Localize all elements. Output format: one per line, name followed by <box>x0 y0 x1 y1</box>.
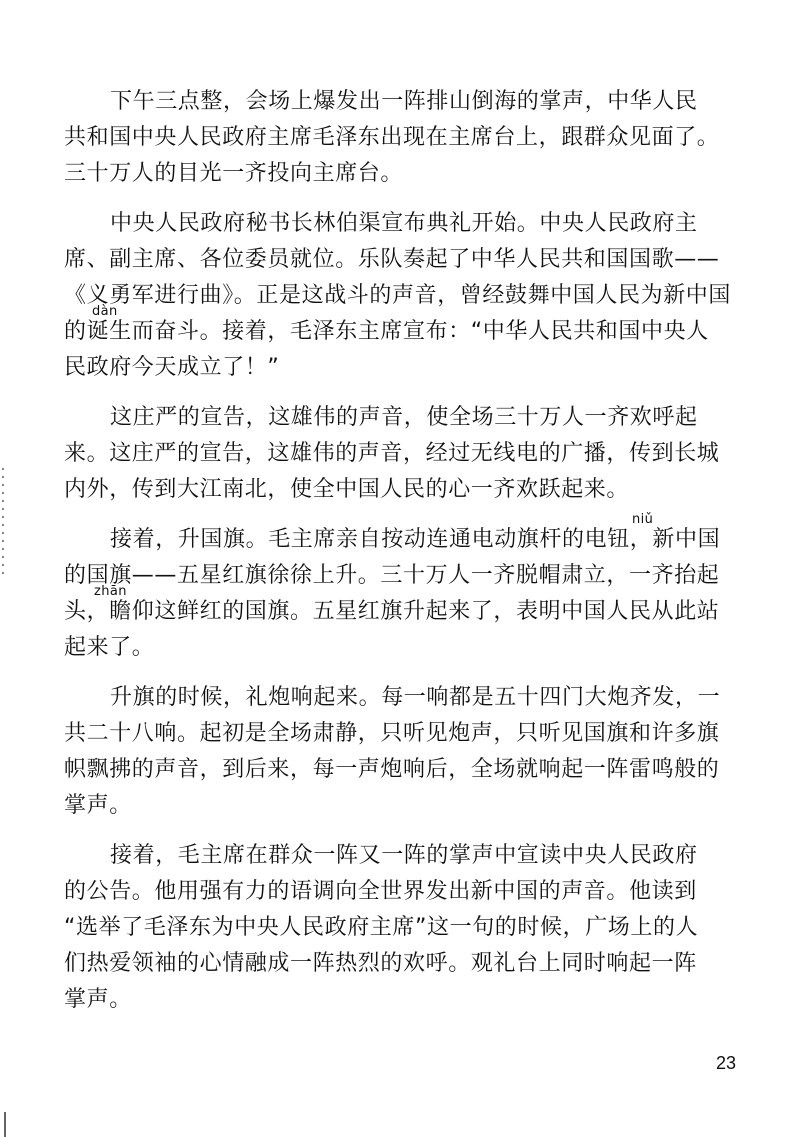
text-line: 掌声。 <box>64 793 132 818</box>
paragraph-3 <box>64 400 742 508</box>
text-line: 这庄严的宣告，这雄伟的声音，使全场三十万人一齐欢呼起 <box>110 405 698 430</box>
text-line: 头，瞻仰这鲜红的国旗。五星红旗升起来了，表明中国人民从此站 <box>64 599 720 624</box>
text-line: 的诞生而奋斗。接着，毛泽东主席宣布：“中华人民共和国中央人 <box>64 319 709 344</box>
text-line: 帜飘拂的声音，到后来，每一声炮响后，全场就响起一阵雷鸣般的 <box>64 757 720 782</box>
paragraph-6 <box>64 838 742 1018</box>
paragraph-1 <box>64 84 742 192</box>
text-line-with-pinyin <box>64 584 742 630</box>
binding-edge-mark <box>4 1112 6 1137</box>
text-line-with-pinyin <box>64 512 742 558</box>
text-line: 的公告。他用强有力的语调向全世界发出新中国的声音。他读到 <box>64 879 697 904</box>
text-line: 起来了。 <box>64 635 155 660</box>
text-line: 掌声。 <box>64 987 132 1012</box>
text-line: 中央人民政府秘书长林伯渠宣布典礼开始。中央人民政府主 <box>110 211 698 236</box>
text-line: 来。这庄严的宣告，这雄伟的声音，经过无线电的广播，传到长城 <box>64 441 720 466</box>
paragraph-2 <box>64 206 742 386</box>
binding-margin-marks <box>2 468 4 578</box>
text-line: 内外，传到大江南北，使全中国人民的心一齐欢跃起来。 <box>64 477 630 502</box>
paragraph-5 <box>64 680 742 824</box>
text-line: 共二十八响。起初是全场肃静，只听见炮声，只听见国旗和许多旗 <box>64 721 720 746</box>
text-line: 《义勇军进行曲》。正是这战斗的声音，曾经鼓舞中国人民为新中国 <box>64 283 732 308</box>
text-line: 们热爱领袖的心情融成一阵热烈的欢呼。观礼台上同时响起一阵 <box>64 951 697 976</box>
text-line: 升旗的时候，礼炮响起来。每一响都是五十四门大炮齐发，一 <box>110 685 721 710</box>
text-line: 民政府今天成立了！” <box>64 355 280 380</box>
text-line: 的国旗——五星红旗徐徐上升。三十万人一齐脱帽肃立，一齐抬起 <box>64 563 720 588</box>
text-line: 共和国中央人民政府主席毛泽东出现在主席台上，跟群众见面了。 <box>64 125 720 150</box>
pinyin-annotation: dàn <box>92 304 118 319</box>
pinyin-annotation: niǔ <box>632 512 654 527</box>
paragraph-4 <box>64 512 742 666</box>
text-line: 三十万人的目光一齐投向主席台。 <box>64 161 404 186</box>
pinyin-annotation: zhān <box>94 584 127 599</box>
text-line: “选举了毛泽东为中央人民政府主席”这一句的时候，广场上的人 <box>64 915 699 940</box>
text-line: 下午三点整，会场上爆发出一阵排山倒海的掌声，中华人民 <box>110 89 698 114</box>
text-line: 席、副主席、各位委员就位。乐队奏起了中华人民共和国国歌—— <box>64 247 720 272</box>
text-line: 接着，升国旗。毛主席亲自按动连通电动旗杆的电钮，新中国 <box>110 527 721 552</box>
page-number: 23 <box>715 1053 736 1073</box>
text-line: 接着，毛主席在群众一阵又一阵的掌声中宣读中央人民政府 <box>110 843 698 868</box>
text-line-with-pinyin <box>64 304 742 350</box>
body-text <box>64 84 742 1032</box>
